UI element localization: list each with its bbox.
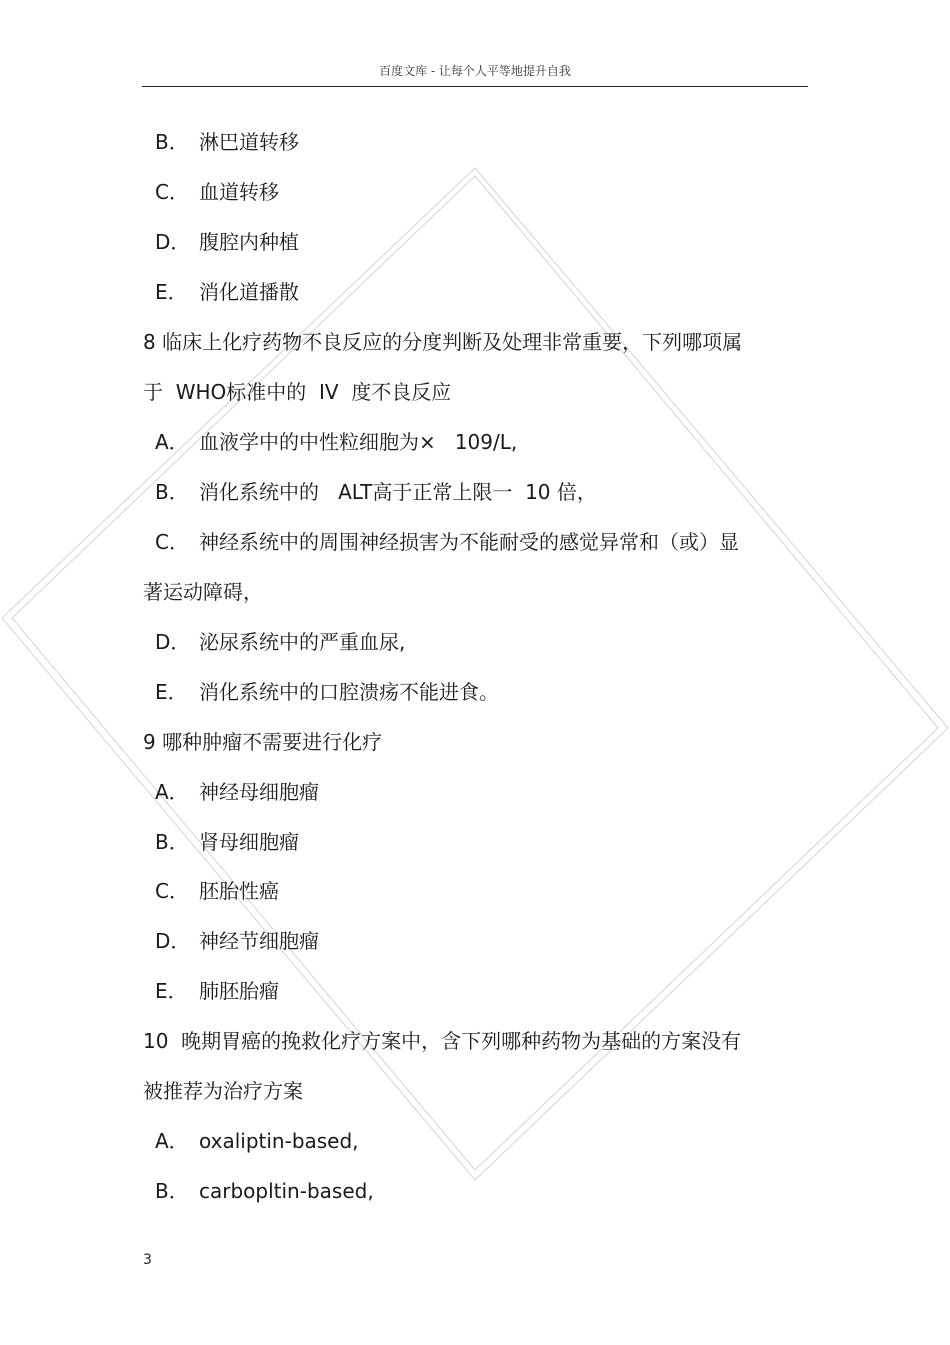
option-label: B．	[155, 830, 189, 854]
option-text: 消化系统中的口腔溃疡不能进食。	[199, 680, 499, 704]
option-text: 消化道播散	[199, 280, 299, 304]
option-label: B．	[155, 1179, 189, 1203]
option-text: 神经系统中的周围神经损害为不能耐受的感觉异常和（或）显	[199, 530, 739, 554]
option-label: A．	[155, 430, 189, 454]
option-text: carbopltin-based,	[199, 1179, 374, 1203]
option-label: B．	[155, 480, 189, 504]
option-d	[155, 230, 299, 254]
option-text: 胚胎性癌	[199, 879, 279, 903]
option-c	[155, 879, 279, 903]
option-text: 泌尿系统中的严重血尿,	[199, 630, 406, 654]
option-label: A．	[155, 1129, 189, 1153]
option-e	[155, 280, 299, 304]
option-a	[155, 1129, 359, 1153]
option-label: D．	[155, 630, 191, 654]
question-10-line-2: 被推荐为治疗方案	[143, 1079, 303, 1103]
option-text: 神经母细胞瘤	[199, 780, 319, 804]
header-rule	[142, 86, 808, 87]
option-d	[155, 929, 319, 953]
option-text: 腹腔内种植	[199, 230, 299, 254]
option-a	[155, 430, 517, 454]
option-c-continued: 著运动障碍，	[143, 580, 263, 604]
question-8-line-1: 8 临床上化疗药物不良反应的分度判断及处理非常重要，下列哪项属	[143, 330, 743, 354]
option-a	[155, 780, 319, 804]
option-label: B．	[155, 130, 189, 154]
option-text: 消化系统中的 ALT高于正常上限一 10 倍，	[199, 480, 597, 504]
option-label: D．	[155, 230, 191, 254]
option-b	[155, 130, 299, 154]
option-label: E．	[155, 979, 188, 1003]
option-text: 淋巴道转移	[199, 130, 299, 154]
option-label: E．	[155, 280, 188, 304]
option-e	[155, 979, 279, 1003]
option-text: oxaliptin-based,	[199, 1129, 359, 1153]
option-c	[155, 530, 739, 554]
option-text: 血道转移	[199, 180, 279, 204]
option-label: A．	[155, 780, 189, 804]
page-header: 百度文库 - 让每个人平等地提升自我	[379, 64, 571, 78]
option-text: 血液学中的中性粒细胞为× 109/L,	[199, 430, 518, 454]
question-10-line-1: 10 晚期胃癌的挽救化疗方案中，含下列哪种药物为基础的方案没有	[143, 1029, 742, 1053]
option-text: 肺胚胎瘤	[199, 979, 279, 1003]
page-number: 3	[143, 1252, 152, 1268]
option-text: 肾母细胞瘤	[199, 830, 299, 854]
option-label: D．	[155, 929, 191, 953]
option-e	[155, 680, 499, 704]
question-9: 9 哪种肿瘤不需要进行化疗	[143, 730, 383, 754]
question-8-line-2: 于 WHO标准中的 IV 度不良反应	[143, 380, 452, 404]
option-c	[155, 180, 279, 204]
option-d	[155, 630, 405, 654]
option-b	[155, 480, 597, 504]
option-b	[155, 830, 299, 854]
option-label: C．	[155, 530, 189, 554]
option-label: E．	[155, 680, 188, 704]
option-label: C．	[155, 879, 189, 903]
option-b	[155, 1179, 374, 1203]
option-text: 神经节细胞瘤	[199, 929, 319, 953]
option-label: C．	[155, 180, 189, 204]
